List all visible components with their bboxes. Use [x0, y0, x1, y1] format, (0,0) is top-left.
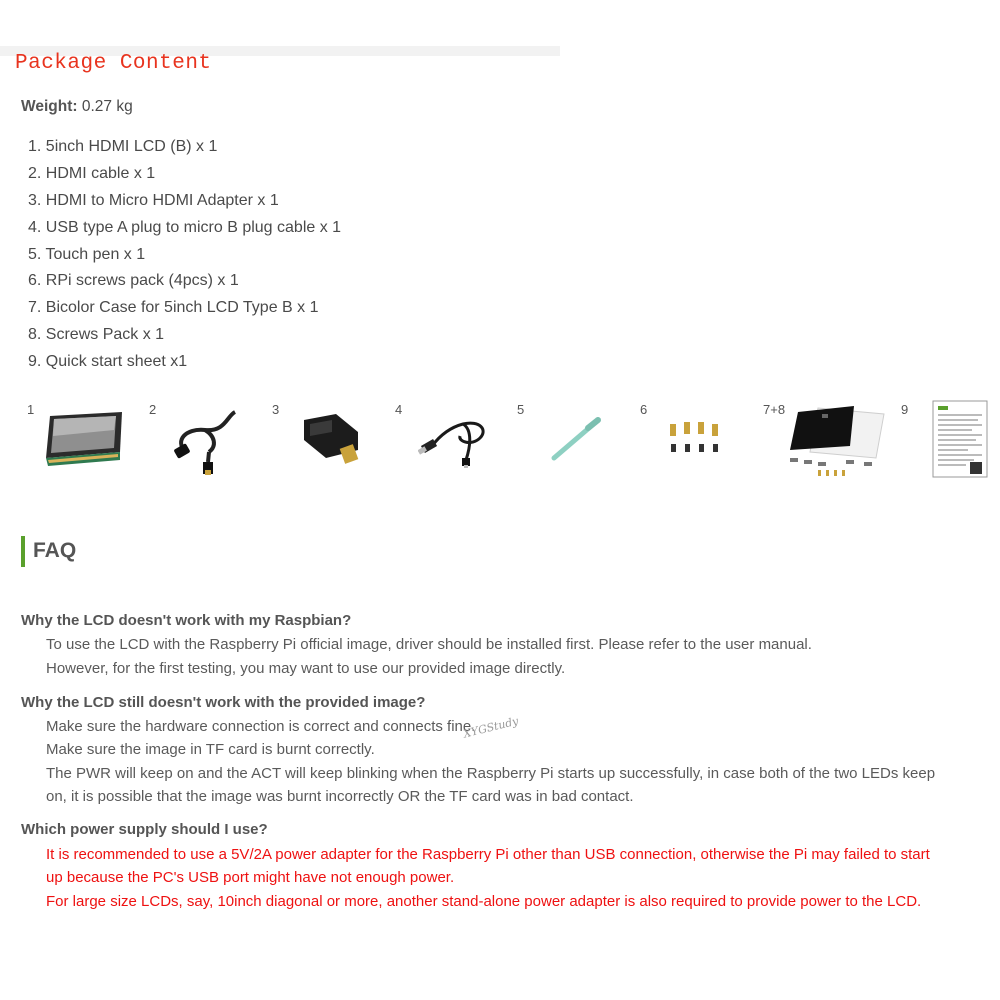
- list-item: 4. USB type A plug to micro B plug cable x 1: [28, 218, 342, 236]
- hdmi-adapter-icon: [300, 410, 366, 470]
- package-thumbnails: [0, 396, 1000, 488]
- faq-title: FAQ: [33, 539, 77, 562]
- faq-answer-highlight: up because the PC's USB port might have not enough power.: [46, 869, 455, 886]
- weight-label: Weight:: [21, 98, 78, 115]
- list-item: 8. Screws Pack x 1: [28, 326, 165, 344]
- list-item: 2. HDMI cable x 1: [28, 164, 156, 182]
- faq-answer: The PWR will keep on and the ACT will keep blinking when the Raspberry Pi starts up successfully, in case both of the two LEDs keep: [46, 765, 936, 782]
- faq-answer: on, it is possible that the image was burnt incorrectly OR the TF card was in bad contact.: [46, 788, 634, 805]
- watermark-logo: XYGStudy: [462, 714, 520, 741]
- weight-line: [21, 98, 133, 116]
- lcd-display-icon: [42, 408, 126, 468]
- thumbnail-number: 6: [640, 402, 648, 417]
- list-item: 5. Touch pen x 1: [28, 245, 146, 263]
- thumbnail-number: 4: [395, 402, 403, 417]
- list-item: 9. Quick start sheet x1: [28, 353, 188, 371]
- usb-cable-icon: [418, 408, 498, 470]
- thumbnail-number: 7+8: [763, 402, 786, 417]
- faq-question: Why the LCD doesn't work with my Raspbian?: [21, 612, 352, 629]
- touch-pen-icon: [548, 414, 608, 464]
- faq-question: Why the LCD still doesn't work with the provided image?: [21, 694, 426, 711]
- thumbnail-number: 3: [272, 402, 280, 417]
- screws-icon: [664, 418, 724, 464]
- faq-answer: Make sure the image in TF card is burnt correctly.: [46, 741, 375, 758]
- bicolor-case-icon: [788, 402, 888, 482]
- faq-answer-highlight: For large size LCDs, say, 10inch diagonal or more, another stand-alone power adapter is also required to provide power to the LCD.: [46, 893, 922, 910]
- thumbnail-number: 1: [27, 402, 35, 417]
- list-item: 7. Bicolor Case for 5inch LCD Type B x 1: [28, 299, 319, 317]
- package-list: [28, 137, 341, 379]
- faq-answer: Make sure the hardware connection is correct and connects fine.: [46, 718, 476, 735]
- thumbnail-number: 9: [901, 402, 909, 417]
- hdmi-cable-icon: [165, 406, 249, 476]
- faq-question: Which power supply should I use?: [21, 821, 268, 838]
- faq-answer-highlight: It is recommended to use a 5V/2A power adapter for the Raspberry Pi other than USB connection, otherwise the Pi may failed to start: [46, 846, 930, 863]
- quick-start-sheet-icon: [932, 400, 990, 480]
- faq-answer: However, for the first testing, you may want to use our provided image directly.: [46, 660, 566, 677]
- faq-answer: To use the LCD with the Raspberry Pi official image, driver should be installed first. Please refer to the user manual.: [46, 636, 812, 653]
- thumbnail-number: 5: [517, 402, 525, 417]
- list-item: 3. HDMI to Micro HDMI Adapter x 1: [28, 191, 279, 209]
- thumbnail-number: 2: [149, 402, 157, 417]
- faq-accent-bar: [21, 536, 25, 567]
- list-item: 1. 5inch HDMI LCD (B) x 1: [28, 138, 218, 155]
- list-item: 6. RPi screws pack (4pcs) x 1: [28, 272, 239, 290]
- weight-value: 0.27 kg: [77, 98, 133, 115]
- package-title: Package Content: [15, 52, 212, 75]
